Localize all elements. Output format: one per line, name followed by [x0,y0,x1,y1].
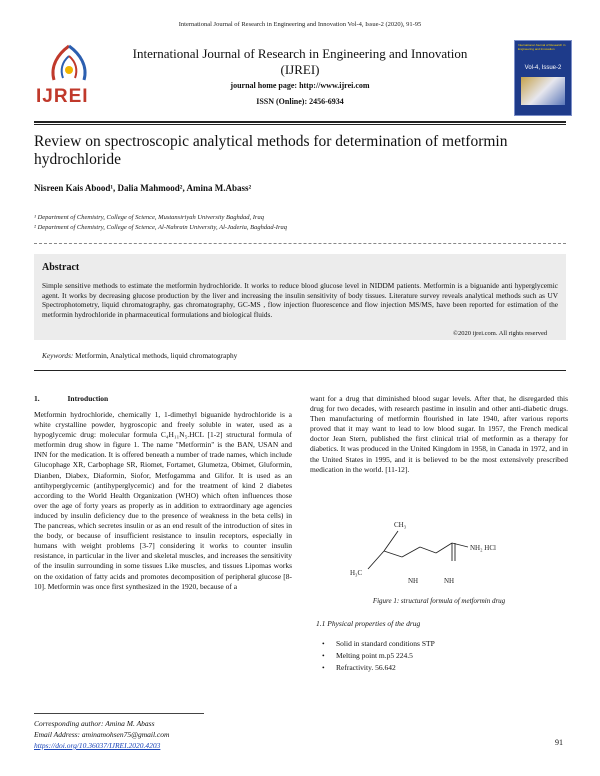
fig-nh-right: NH [444,577,455,585]
abstract-body: Simple sensitive methods to estimate the metformin hydrochloride. It works to reduce blood glucose level in NIDDM patients. Metformin is a biguanide anti hyperglycemic agent. It works by decreasing glucose production by the liver and increasing the insulin sensitivity of body tissues. Literature survey reveals analytical methods such as UV Spectrophotometry, liquid chromatography, gas chromatography, GC-MS , flow injection fluorescence and flow injection MS/MS, have been reported for estimation of the metformin hydrochloride in pharmaceutical formulations and biological fluids. [42,281,558,319]
copyright: ©2020 ijrei.com. All rights reserved [453,330,548,337]
footnote-rule [34,713,204,714]
keywords-list: Metformin, Analytical methods, liquid chromatography [73,351,238,360]
metformin-structure-figure [340,519,540,587]
header-rule [34,121,566,123]
affiliation-1: ¹ Department of Chemistry, College of Science, Mustansiriyah University Baghdad, Iraq [34,214,264,221]
journal-cover-thumbnail [514,40,572,116]
cover-image [521,77,565,105]
authors: Nisreen Kais Abood¹, Dalia Mahmood², Amina M.Abass² [34,183,252,193]
journal-home-page[interactable]: journal home page: http://www.ijrei.com [230,81,370,90]
cover-volume: Vol-4, Issue-2 [524,65,562,71]
journal-title-line1: International Journal of Research in Engineering and Innovation [132,46,468,61]
cover-head: International Journal of Research in Engineering and Innovation [518,43,566,51]
fig-h3c: H₃C [350,569,363,577]
properties-heading: 1.1 Physical properties of the drug [316,619,421,628]
journal-title [110,46,490,78]
dashed-divider [34,243,566,244]
intro-right-column: want for a drug that diminished blood sugar levels. After that, he disregarded this drug for two decades, with research pastime in insulin and other anti-diabetic drugs. Then manufacturing of metformin flourished in late 1940, after various reports proved that it may want to lead to low blood sugar. In 1957, the French medical doctor Jean Stern, published the first clinical trial of metformin as a therapy for diabetics. It was produced in the United Kingdom in 1958, in Canada in 1972, and in the United States in 1995, and it is believed to be the most extensively prescribed medication in the world. [11-12]. [310,394,568,474]
properties-list [322,638,435,674]
keywords-label: Keywords: [42,351,74,360]
doi-link[interactable]: https://doi.org/10.36037/IJREI.2020.4203 [34,741,161,750]
email-address[interactable]: Email Address: aminamohsen75@gmail.com [34,730,170,739]
fig-ch3: CH₃ [394,521,407,529]
figure-caption: Figure 1: structural formula of metformin drug [372,597,506,605]
running-head: International Journal of Research in Engineering and Innovation Vol-4, Issue-2 (2020), 91-95 [178,21,422,28]
issn: ISSN (Online): 2456-6934 [256,97,344,106]
header-rule-thin [34,124,566,125]
list-item: • Refractivity. 56.642 [322,662,435,674]
intro-title: Introduction [67,394,109,403]
list-item: • Melting point m.p5 224.5 [322,650,435,662]
intro-number: 1. [34,394,40,403]
intro-left-column: Metformin hydrochloride, chemically 1, 1-dimethyl biguanide hydrochloride is a white crystalline powder, hygroscopic and freely soluble in water, used as a hypoglycemic drug: molecular formula C₄H₁₁N₅.HCL [1-2] structural formula of metformin drug show in figure 1. The name "Metformin" is the BAN, USAN and INN for the medication. It is offered beneath a number of trade names, which include Glucophage XR, Carbophage SR, Riomet, Fortamet, Glumetza, Obimet, Gluformin, Dianben, Diabex, Diaformin, Siofor, Metfogamma and Glifor. It is used as an antihyperglycemic (antihyperglycemic) and for the treatment of kind 2 diabetes according to the World Health Organization (WHO) which often influences those over the age of forty years as properly as in addition to extraordinary age agencies induced by insulin deficiency due to the presence of weakness in the beta cells) in The pancreas, which secretes insulin or as an end result of the introduction of sites in the body, or because of insufficient resistance to insulin receptors, especially in humans with weight problems [3-7] considering it works to counter insulin resistance, in particular in the liver and skeletal muscles, and increases the sensitivity of the insulin surrounding in some tissues Like muscles, and tissues Lipomas works on the oxidation of fatty acids and promotes decomposition of peripheral glucose [8-10]. Metformin was once first synthesized in the 1920, because of a [34,410,292,591]
section-rule [34,370,566,371]
abstract-heading: Abstract [42,262,80,273]
fig-nh-left: NH [408,577,419,585]
corresponding-author: Corresponding author: Amina M. Abass [34,719,155,728]
paper-title: Review on spectroscopic analytical methods for determination of metformin hydrochloride [34,133,508,168]
intro-heading [34,394,108,403]
page-number: 91 [555,738,563,747]
corresponding-info [34,718,169,751]
fig-nh2hcl: NH₂ HCl [470,544,496,552]
keywords [42,351,237,360]
affiliation-2: ² Department of Chemistry, College of Science, Al-Nahrain University, Al-Jaderia, Baghdad-Iraq [34,224,288,231]
journal-title-line2: (IJREI) [280,62,320,77]
list-item: • Solid in standard conditions STP [322,638,435,650]
logo-text: IJREI [36,86,89,107]
